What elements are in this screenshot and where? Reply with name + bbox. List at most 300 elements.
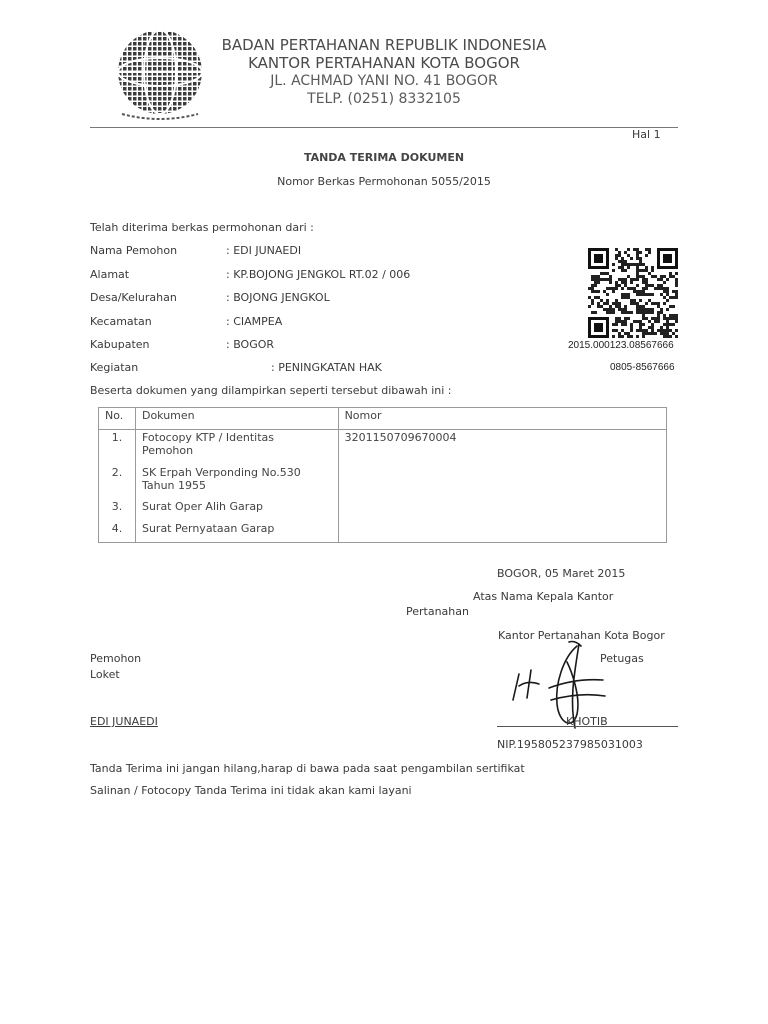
qr-module [627,317,630,320]
petugas-name: KHOTIB [566,715,608,728]
dokumen-line: Tahun 1955 [141,479,207,492]
qr-module [594,275,597,278]
qr-module [594,278,597,281]
qr-module [615,305,618,308]
qr-module [651,332,654,335]
qr-module [657,278,660,281]
qr-module [636,293,639,296]
qr-module [627,335,630,338]
table-row-dokumen [136,466,338,500]
document-title: TANDA TERIMA DOKUMEN [303,151,465,164]
qr-module [597,275,600,278]
qr-module [615,320,618,323]
petugas-label: Petugas [600,652,644,665]
table-row-dokumen: Surat Oper Alih Garap [141,500,264,513]
qr-module [639,260,642,263]
qr-module [642,278,645,281]
qr-module [639,308,642,311]
qr-module [675,284,678,287]
qr-module [660,287,663,290]
field-kegiatan-value: : PENINGKATAN HAK [271,361,382,374]
header-address: JL. ACHMAD YANI NO. 41 BOGOR [270,73,498,89]
qr-module [624,332,627,335]
qr-module [624,263,627,266]
pemohon-name: EDI JUNAEDI [90,715,158,728]
field-desa-value: : BOJONG JENGKOL [226,291,330,304]
qr-module [621,263,624,266]
qr-module [663,290,666,293]
qr-module [642,323,645,326]
qr-module [621,266,624,269]
qr-module [591,278,594,281]
qr-module [660,278,663,281]
qr-module [642,275,645,278]
qr-module [645,308,648,311]
qr-module [657,287,660,290]
qr-module [612,308,615,311]
qr-module [660,293,663,296]
qr-module [651,284,654,287]
qr-module [657,302,660,305]
table-dokumen-column [135,430,338,543]
qr-module [624,311,627,314]
qr-module [675,281,678,284]
qr-module [642,287,645,290]
qr-module [639,299,642,302]
table-header-no: No. [99,408,136,430]
qr-module [597,302,600,305]
qr-module [666,278,669,281]
qr-module [645,311,648,314]
qr-module [627,311,630,314]
qr-module [663,281,666,284]
qr-module [663,323,666,326]
qr-module [666,293,669,296]
qr-module [609,311,612,314]
table-row-nomor: 3201150709670004 [344,431,457,444]
qr-module [663,332,666,335]
qr-module [663,296,666,299]
qr-module [660,329,663,332]
qr-module [654,320,657,323]
qr-module [675,272,678,275]
qr-module [621,260,624,263]
footer-note-1: Tanda Terima ini jangan hilang,harap di bawa pada saat pengambilan sertifikat [90,762,525,775]
qr-module [636,275,639,278]
table-row-nomor [339,466,666,500]
qr-module [621,311,624,314]
qr-module [606,311,609,314]
qr-module [645,302,648,305]
field-kabupaten-value: : BOGOR [226,338,275,351]
qr-module [666,326,669,329]
qr-module [636,290,639,293]
qr-module [639,323,642,326]
qr-module [627,293,630,296]
qr-module [639,293,642,296]
qr-module [621,308,624,311]
qr-module [624,308,627,311]
qr-module [615,248,618,251]
qr-module [591,284,594,287]
qr-module [654,287,657,290]
qr-module [624,260,627,263]
qr-module [633,290,636,293]
qr-module [675,329,678,332]
qr-module [663,329,666,332]
qr-module [669,305,672,308]
qr-module [591,302,594,305]
qr-module [666,290,669,293]
qr-module [669,314,672,317]
qr-module [636,254,639,257]
qr-module [663,275,666,278]
qr-module [630,329,633,332]
qr-module [633,248,636,251]
qr-module [621,296,624,299]
qr-module [609,278,612,281]
qr-module [672,296,675,299]
qr-module [648,332,651,335]
qr-module [591,299,594,302]
qr-module [639,320,642,323]
table-header-row [99,408,667,430]
qr-module [672,290,675,293]
qr-module [669,317,672,320]
qr-module [633,302,636,305]
qr-module [618,308,621,311]
qr-module [648,320,651,323]
qr-module [654,332,657,335]
qr-module [651,302,654,305]
qr-module [636,251,639,254]
qr-module [588,296,591,299]
qr-module [675,320,678,323]
qr-module [618,335,621,338]
qr-module [639,257,642,260]
qr-module [672,323,675,326]
qr-module [636,278,639,281]
qr-module [636,335,639,338]
table-row-nomor [339,500,666,522]
qr-module [621,335,624,338]
qr-module [630,323,633,326]
qr-module [657,311,660,314]
field-kecamatan-label: Kecamatan [90,315,152,328]
qr-module [621,278,624,281]
qr-module [618,251,621,254]
qr-module [633,263,636,266]
qr-module [630,281,633,284]
field-alamat-label: Alamat [90,268,130,281]
qr-module [651,293,654,296]
qr-module [606,278,609,281]
qr-module [657,320,660,323]
qr-module [642,269,645,272]
qr-module [630,302,633,305]
qr-module [612,302,615,305]
qr-module [591,290,594,293]
header-office-name: KANTOR PERTAHANAN KOTA BOGOR [248,54,520,72]
qr-module [639,311,642,314]
qr-module [675,278,678,281]
qr-module [612,329,615,332]
qr-module [594,323,603,332]
table-row-dokumen [136,430,338,466]
qr-module [636,308,639,311]
table-row-no: 4. [111,522,123,535]
qr-module [615,323,618,326]
qr-module [663,335,666,338]
pemohon-label: Pemohon [90,652,142,665]
qr-module [645,281,648,284]
qr-module [633,299,636,302]
qr-module [624,269,627,272]
qr-module [639,305,642,308]
qr-code-image [588,248,678,338]
qr-module [594,296,597,299]
qr-module [603,308,606,311]
qr-module [594,281,597,284]
qr-module [630,278,633,281]
qr-module [591,287,594,290]
qr-module [630,263,633,266]
table-no-column [99,430,136,543]
qr-module [624,293,627,296]
qr-module [615,281,618,284]
qr-module [648,284,651,287]
qr-module [594,284,597,287]
qr-module [603,302,606,305]
qr-module [666,308,669,311]
qr-module [642,317,645,320]
qr-module [642,329,645,332]
qr-module [618,254,621,257]
qr-module [597,296,600,299]
qr-module [654,302,657,305]
qr-module [600,305,603,308]
qr-module [642,263,645,266]
qr-module [636,248,639,251]
qr-module [597,281,600,284]
qr-module [645,266,648,269]
qr-module [621,329,624,332]
qr-module [657,314,660,317]
qr-module [642,332,645,335]
dokumen-line: SK Erpah Verponding No.530 [141,466,301,479]
intro-text: Telah diterima berkas permohonan dari : [90,221,314,234]
qr-module [666,323,669,326]
qr-module [663,302,666,305]
qr-module [645,329,648,332]
qr-module [600,299,603,302]
attachments-intro: Beserta dokumen yang dilampirkan seperti tersebut dibawah ini : [90,384,452,397]
qr-module [615,302,618,305]
qr-module [636,320,639,323]
table-header-nomor: Nomor [338,408,666,430]
qr-module [675,290,678,293]
qr-module [645,278,648,281]
qr-module [615,254,618,257]
qr-module [645,332,648,335]
qr-module [630,299,633,302]
qr-module [648,248,651,251]
qr-module [651,308,654,311]
qr-module [669,335,672,338]
dokumen-line: Fotocopy KTP / Identitas [141,431,274,444]
qr-module [660,308,663,311]
qr-module [636,305,639,308]
qr-module [654,317,657,320]
qr-module [657,329,660,332]
qr-module [621,323,624,326]
qr-module [651,317,654,320]
qr-module [627,287,630,290]
qr-module [648,326,651,329]
qr-module [606,308,609,311]
qr-module [615,317,618,320]
qr-module [612,335,615,338]
qr-module [654,275,657,278]
qr-module [648,311,651,314]
table-row-nomor [339,522,666,542]
qr-module [609,275,612,278]
qr-module [642,281,645,284]
qr-module [606,287,609,290]
qr-module [627,275,630,278]
field-kecamatan-value: : CIAMPEA [226,315,283,328]
qr-module [651,326,654,329]
qr-module [639,275,642,278]
qr-module [618,305,621,308]
header-agency-name: BADAN PERTAHANAN REPUBLIK INDONESIA [221,36,547,54]
qr-module [630,257,633,260]
qr-module [666,320,669,323]
qr-module [657,317,660,320]
qr-module [630,311,633,314]
qr-module [651,269,654,272]
qr-module [618,260,621,263]
footer-note-2: Salinan / Fotocopy Tanda Terima ini tidak akan kami layani [90,784,412,797]
qr-module [651,329,654,332]
qr-module [627,248,630,251]
qr-module [645,293,648,296]
qr-module [648,293,651,296]
qr-module [624,317,627,320]
qr-module [639,326,642,329]
qr-module [645,248,648,251]
loket-label: Loket [90,668,120,681]
qr-module [597,305,600,308]
field-desa-label: Desa/Kelurahan [90,291,177,304]
qr-module [615,329,618,332]
signature-atas-nama: Atas Nama Kepala Kantor [473,590,614,603]
qr-module [636,302,639,305]
signature-kantor: Kantor Pertanahan Kota Bogor [498,629,665,642]
qr-module [627,263,630,266]
qr-module [663,254,672,263]
qr-module [618,266,621,269]
qr-module [618,320,621,323]
qr-module [591,275,594,278]
qr-module [639,263,642,266]
documents-table [98,407,667,543]
qr-module [642,293,645,296]
qr-module [609,287,612,290]
qr-module [648,251,651,254]
qr-module [594,254,603,263]
table-body [99,430,667,543]
table-row-dokumen: Surat Pernyataan Garap [141,522,275,535]
qr-module [666,335,669,338]
qr-module [666,332,669,335]
qr-module [624,296,627,299]
qr-module [642,305,645,308]
qr-module [621,293,624,296]
qr-module [612,311,615,314]
qr-module [630,326,633,329]
qr-module [603,278,606,281]
qr-module [621,287,624,290]
qr-module [636,311,639,314]
qr-module [612,323,615,326]
qr-module [642,335,645,338]
qr-module [660,332,663,335]
qr-module [660,326,663,329]
qr-module [651,323,654,326]
qr-module [618,317,621,320]
page-number: Hal 1 [632,128,661,141]
qr-module [639,269,642,272]
qr-module [624,251,627,254]
qr-code-number: 2015.000123.08567666 [568,340,674,351]
qr-module [642,314,645,317]
qr-module [624,320,627,323]
qr-module [636,263,639,266]
field-nama-label: Nama Pemohon [90,244,178,257]
petugas-nip: NIP.195805237985031003 [497,738,643,751]
qr-module [612,290,615,293]
qr-module [633,320,636,323]
qr-module [666,329,669,332]
qr-module [648,308,651,311]
qr-module [618,332,621,335]
qr-module [642,308,645,311]
qr-module [609,281,612,284]
qr-module [675,335,678,338]
qr-module [645,284,648,287]
qr-module [651,266,654,269]
qr-module [660,284,663,287]
qr-module [651,311,654,314]
qr-module [672,305,675,308]
qr-code-phone: 0805-8567666 [610,362,675,373]
qr-module [603,290,606,293]
qr-module [618,302,621,305]
signature-place-date: BOGOR, 05 Maret 2015 [497,567,626,580]
qr-module [630,287,633,290]
qr-module [594,290,597,293]
qr-module [636,269,639,272]
field-kabupaten-label: Kabupaten [90,338,150,351]
qr-module [594,311,597,314]
qr-module [639,329,642,332]
qr-module [624,281,627,284]
qr-module [606,293,609,296]
qr-module [597,278,600,281]
qr-module [669,296,672,299]
qr-module [657,305,660,308]
